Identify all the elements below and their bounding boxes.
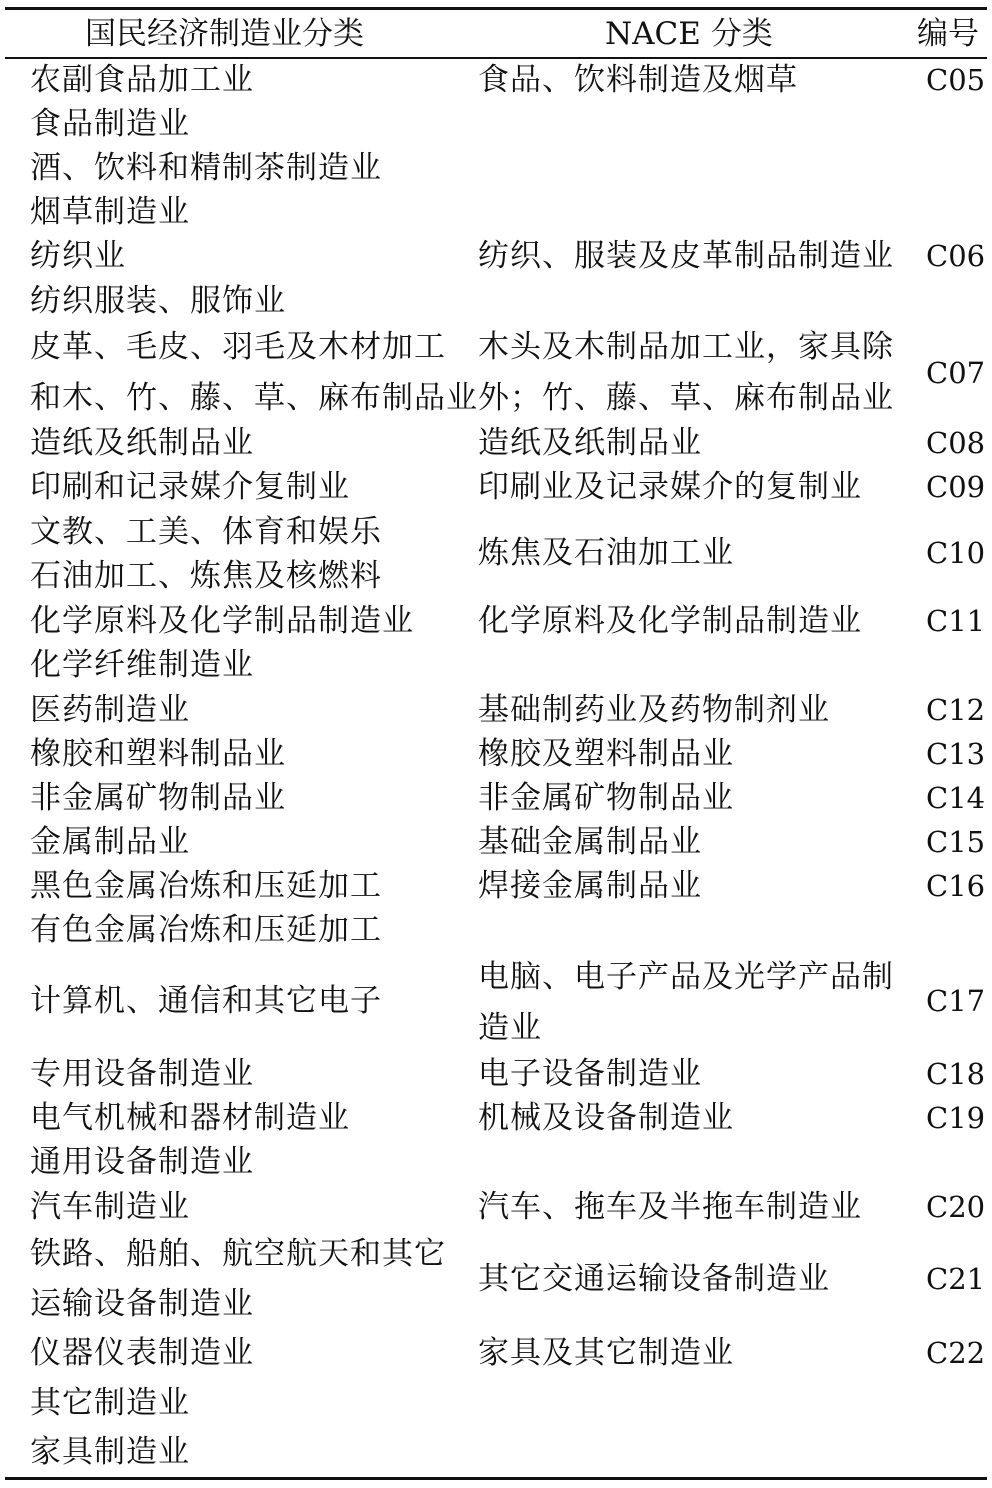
- cn-category: 仪器仪表制造业: [30, 1335, 254, 1371]
- nace-category: 焊接金属制品业: [478, 868, 702, 904]
- nace-code: C20: [926, 1190, 986, 1224]
- cn-category: 运输设备制造业: [30, 1286, 254, 1322]
- nace-code: C07: [926, 356, 986, 390]
- nace-code: C13: [926, 737, 986, 771]
- cn-category: 金属制品业: [30, 824, 190, 860]
- table-header-rule: [5, 57, 987, 59]
- cn-category: 通用设备制造业: [30, 1144, 254, 1180]
- nace-code: C15: [926, 825, 986, 859]
- cn-category: 印刷和记录媒介复制业: [30, 469, 350, 505]
- nace-code: C17: [926, 984, 986, 1018]
- cn-category: 橡胶和塑料制品业: [30, 736, 286, 772]
- cn-category: 石油加工、炼焦及核燃料: [30, 558, 382, 594]
- nace-code: C12: [926, 693, 986, 727]
- nace-code: C14: [926, 781, 986, 815]
- nace-category: 木头及木制品加工业，家具除: [478, 329, 894, 365]
- cn-category: 有色金属冶炼和压延加工: [30, 912, 382, 948]
- nace-category: 纺织、服装及皮革制品制造业: [478, 238, 894, 274]
- cn-category: 食品制造业: [30, 106, 190, 142]
- nace-category: 造纸及纸制品业: [478, 425, 702, 461]
- nace-category: 印刷业及记录媒介的复制业: [478, 469, 862, 505]
- nace-category: 家具及其它制造业: [478, 1335, 734, 1371]
- nace-code: C05: [926, 63, 986, 97]
- nace-category: 化学原料及化学制品制造业: [478, 603, 862, 639]
- table-bottom-rule: [5, 1477, 987, 1480]
- nace-category: 造业: [478, 1010, 542, 1046]
- table-top-rule: [5, 7, 987, 10]
- cn-category: 和木、竹、藤、草、麻布制品业: [30, 380, 478, 416]
- nace-code: C10: [926, 536, 986, 570]
- cn-category: 铁路、船舶、航空航天和其它: [30, 1236, 446, 1272]
- cn-category: 纺织服装、服饰业: [30, 283, 286, 319]
- nace-category: 基础金属制品业: [478, 824, 702, 860]
- header-code: 编号: [917, 16, 979, 52]
- nace-code: C11: [926, 604, 986, 638]
- cn-category: 纺织业: [30, 238, 126, 274]
- nace-code: C08: [926, 426, 986, 460]
- nace-category: 橡胶及塑料制品业: [478, 736, 734, 772]
- nace-code: C06: [926, 239, 986, 273]
- nace-category: 电脑、电子产品及光学产品制: [478, 959, 894, 995]
- cn-category: 化学原料及化学制品制造业: [30, 603, 414, 639]
- header-nace-classification: NACE 分类: [605, 16, 773, 52]
- cn-category: 酒、饮料和精制茶制造业: [30, 150, 382, 186]
- nace-category: 外；竹、藤、草、麻布制品业: [478, 380, 894, 416]
- header-cn-classification: 国民经济制造业分类: [85, 16, 364, 52]
- cn-category: 家具制造业: [30, 1434, 190, 1470]
- cn-category: 其它制造业: [30, 1385, 190, 1421]
- nace-category: 基础制药业及药物制剂业: [478, 692, 830, 728]
- nace-code: C21: [926, 1262, 986, 1296]
- cn-category: 皮革、毛皮、羽毛及木材加工: [30, 329, 446, 365]
- cn-category: 造纸及纸制品业: [30, 425, 254, 461]
- nace-category: 食品、饮料制造及烟草: [478, 62, 798, 98]
- cn-category: 汽车制造业: [30, 1189, 190, 1225]
- nace-code: C16: [926, 869, 986, 903]
- cn-category: 农副食品加工业: [30, 62, 254, 98]
- cn-category: 计算机、通信和其它电子: [30, 983, 382, 1019]
- cn-category: 电气机械和器材制造业: [30, 1100, 350, 1136]
- nace-code: C22: [926, 1336, 986, 1370]
- cn-category: 非金属矿物制品业: [30, 780, 286, 816]
- nace-code: C18: [926, 1057, 986, 1091]
- nace-code: C19: [926, 1101, 986, 1135]
- cn-category: 烟草制造业: [30, 194, 190, 230]
- cn-category: 化学纤维制造业: [30, 647, 254, 683]
- cn-category: 黑色金属冶炼和压延加工: [30, 868, 382, 904]
- cn-category: 文教、工美、体育和娱乐: [30, 514, 382, 550]
- cn-category: 医药制造业: [30, 692, 190, 728]
- nace-code: C09: [926, 470, 986, 504]
- nace-category: 其它交通运输设备制造业: [478, 1261, 830, 1297]
- nace-category: 非金属矿物制品业: [478, 780, 734, 816]
- nace-category: 炼焦及石油加工业: [478, 535, 734, 571]
- nace-category: 机械及设备制造业: [478, 1100, 734, 1136]
- cn-category: 专用设备制造业: [30, 1056, 254, 1092]
- nace-category: 汽车、拖车及半拖车制造业: [478, 1189, 862, 1225]
- nace-category: 电子设备制造业: [478, 1056, 702, 1092]
